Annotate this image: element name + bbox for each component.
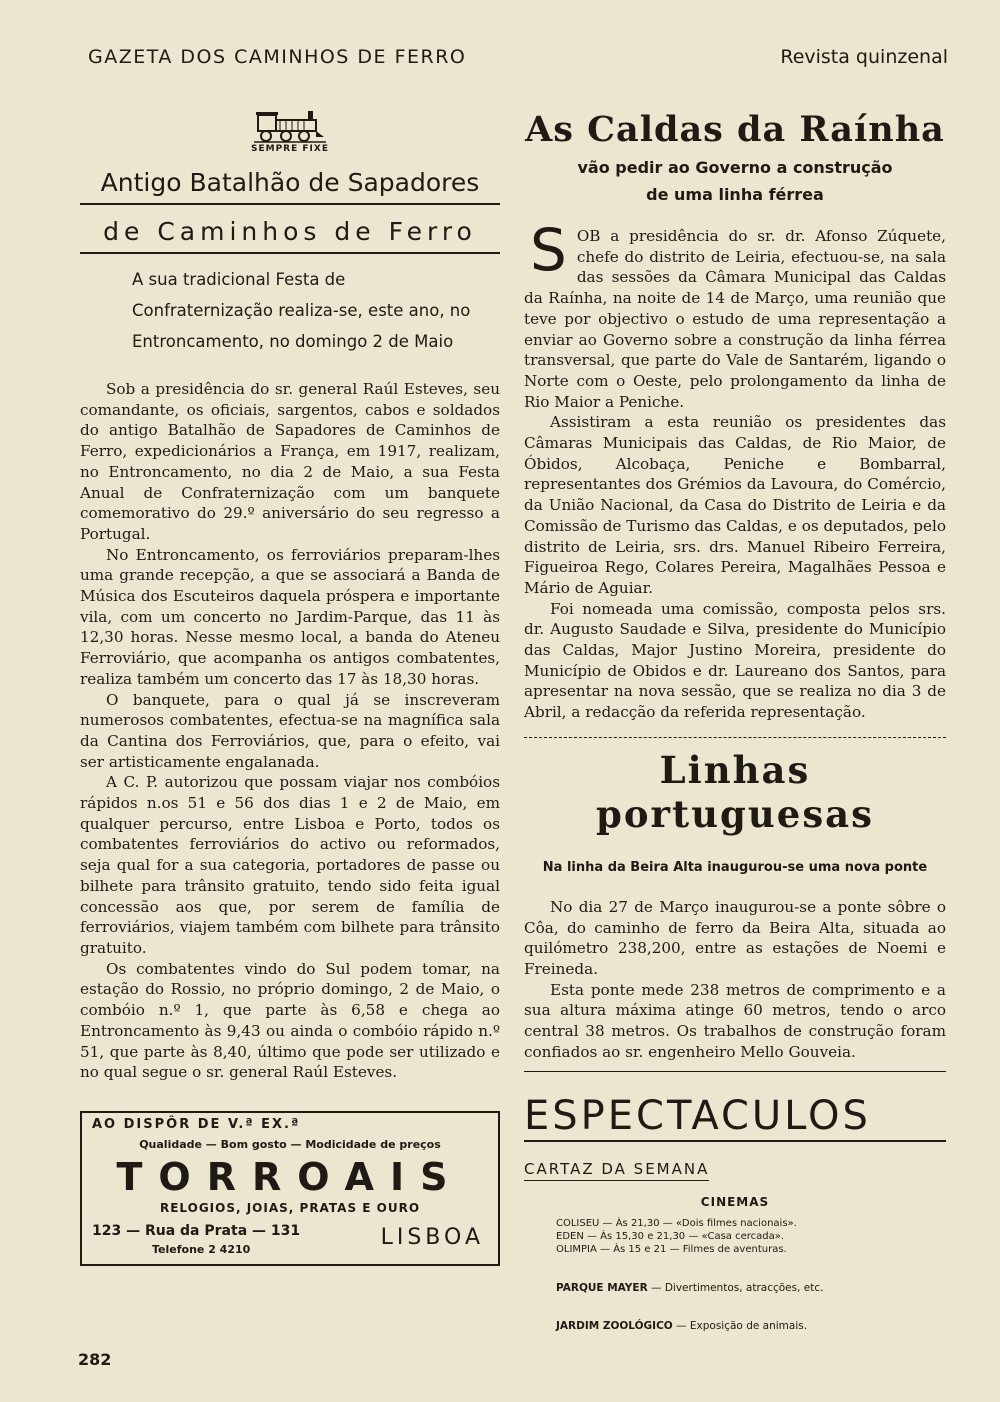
- caldas-subtitle-line2: de uma linha férrea: [646, 185, 824, 204]
- venue-desc: — Divertimentos, atracções, etc.: [647, 1281, 824, 1294]
- paragraph: A C. P. autorizou que possam viajar nos combóios rápidos n.os 51 e 56 dos dias 1 e 2 de Maio, em qualquer percurso, entre Lisboa e Porto, todos os combatentes ferroviários do activo ou reformados, seja qual for a sua categoria, portadores de passe ou bilhete para trânsito gratuito, tendo sido feita igual concessão aos que, por serem de família de ferroviários, viajem também com bilhete para trânsito gratuito.: [80, 773, 500, 957]
- article-title-line2: de Caminhos de Ferro: [103, 217, 477, 246]
- ad-phone: Telefone 2 4210: [152, 1242, 251, 1256]
- caldas-body: [524, 216, 946, 723]
- venue-name: PARQUE MAYER: [556, 1281, 648, 1294]
- logo-caption: SEMPRE FIXE: [251, 144, 329, 154]
- drop-cap: S: [530, 216, 567, 284]
- linhas-title: Linhas portuguesas: [596, 747, 874, 836]
- paragraph: Os combatentes vindo do Sul podem tomar, na estação do Rossio, no próprio domingo, 2 de Maio, o combóio n.º 1, que parte às 6,58 e chega ao Entroncamento às 9,43 ou ainda o combóio rápido n.º 51, que parte às 8,40, último que pode ser utilizado e no qual segue o sr. general Raúl Esteves.: [80, 959, 500, 1082]
- torroais-advertisement: [80, 1111, 500, 1266]
- parque-mayer-listing: [556, 1282, 946, 1294]
- paragraph: Esta ponte mede 238 metros de comprimento e a sua altura máxima atinge 60 metros, tendo o arco central 38 metros. Os trabalhos de construção foram confiados ao sr. engenheiro Mello Gouveia.: [524, 980, 946, 1061]
- paragraph: OB a presidência do sr. dr. Afonso Zúquete, chefe do distrito de Leiria, efectuou-se, na sala das sessões da Câmara Municipal das Caldas da Raínha, na noite de 14 de Março, uma reunião que teve por objectivo o estudo de uma representação a enviar ao Governo sobre a construção da linha férrea transversal, que parte do Vale de Santarém, ligando o Norte com o Oeste, pelo prolongamento da linha de Rio Maior a Peniche.: [524, 227, 946, 411]
- left-column: [80, 105, 500, 1266]
- list-item: EDEN — Às 15,30 e 21,30 — «Casa cercada».: [556, 1230, 785, 1242]
- paragraph: No Entroncamento, os ferroviários preparam-lhes uma grande recepção, a que se associará a Banda de Música dos Escuteiros daquela próspera e importante vila, com um concerto no Jardim-Parque, das 11 às 12,30 horas. Nesse mesmo local, a banda do Ateneu Ferroviário, que acompanha os antigos combatentes, realiza também um concerto das 17 às 18,30 horas.: [80, 545, 500, 688]
- paragraph: Assistiram a esta reunião os presidentes das Câmaras Municipais das Caldas, de Rio Maior, de Óbidos, Alcobaça, Peniche e Bombarral, representantes dos Grémios da Lavoura, do Comércio, da União Nacional, da Casa do Distrito de Leiria e da Comissão de Turismo das Caldas, e os deputados, pelo distrito de Leiria, srs. drs. Manuel Ribeiro Ferreira, Figueiroa Rego, Colares Pereira, Magalhães Pessoa e Mário de Aguiar.: [524, 413, 946, 597]
- paragraph: No dia 27 de Março inaugurou-se a ponte sôbre o Côa, do caminho de ferro da Beira Alta, situada ao quilómetro 238,200, entre as estações de Noemi e Freineda.: [524, 897, 946, 978]
- ad-top-line: AO DISPÔR DE V.ª EX.ª: [92, 1116, 301, 1132]
- ad-city: LISBOA: [380, 1224, 484, 1250]
- paragraph: Sob a presidência do sr. general Raúl Esteves, seu comandante, os oficiais, sargentos, cabos e soldados do antigo Batalhão de Sapadores de Caminhos de Ferro, expedicionários a França, em 1917, realizam, no Entroncamento, no dia 2 de Maio, a sua Festa Anual de Confraternização com um banquete comemorativo do 29.º aniversário do seu regresso a Portugal.: [80, 380, 500, 543]
- page-number: 282: [78, 1350, 112, 1369]
- cinema-list: [556, 1217, 946, 1256]
- paragraph: Foi nomeada uma comissão, composta pelos srs. dr. Augusto Saudade e Silva, presidente do Município das Caldas, Major Justino Moreira, presidente do Município de Obidos e dr. Laureano dos Santos, para apresentar na nova sessão, que se realiza no dia 3 de Abril, a redacção da referida representação.: [524, 599, 946, 722]
- caldas-subtitle-line1: vão pedir ao Governo a construção: [577, 158, 893, 177]
- article-body: [80, 379, 500, 1083]
- list-item: COLISEU — Às 21,30 — «Dois filmes nacionais».: [556, 1217, 797, 1229]
- cinemas-heading: CINEMAS: [700, 1194, 770, 1209]
- paragraph: O banquete, para o qual já se inscreveram numerosos combatentes, efectua-se na magnífica sala da Cantina dos Ferroviários, que, para o efeito, vai ser artisticamente engalanada.: [80, 690, 500, 771]
- title-rule: [80, 203, 500, 205]
- linhas-subtitle: Na linha da Beira Alta inaugurou-se uma nova ponte: [542, 859, 928, 875]
- sempre-fixe-logo: [80, 109, 500, 154]
- title-rule-bottom: [80, 252, 500, 254]
- venue-desc: — Exposição de animais.: [672, 1319, 808, 1332]
- caldas-subtitle: [524, 154, 946, 208]
- ad-address: 123 — Rua da Prata — 131: [92, 1222, 301, 1239]
- espectaculos-rule: [524, 1140, 946, 1142]
- section-divider-2: [524, 1071, 946, 1072]
- espectaculos-title: ESPECTACULOS: [524, 1092, 871, 1139]
- right-column: [524, 105, 946, 1332]
- linhas-body: [524, 897, 946, 1063]
- caldas-title: As Caldas da Raínha: [525, 109, 945, 150]
- ad-products: RELOGIOS, JOIAS, PRATAS E OURO: [159, 1200, 421, 1215]
- publication-frequency: Revista quinzenal: [780, 46, 948, 68]
- cartaz-heading: CARTAZ DA SEMANA: [524, 1160, 709, 1181]
- ad-tagline: Qualidade — Bom gosto — Modicidade de preços: [139, 1137, 441, 1151]
- section-divider: [524, 737, 946, 738]
- article-title-line1: Antigo Batalhão de Sapadores: [100, 168, 480, 197]
- locomotive-icon: [252, 109, 328, 143]
- article-subhead: A sua tradicional Festa de Confraternização realiza-se, este ano, no Entroncamento, no domingo 2 de Maio: [132, 270, 471, 351]
- jardim-zoologico-listing: [556, 1320, 946, 1332]
- ad-brand: TORROAIS: [116, 1154, 464, 1199]
- list-item: OLIMPIA — Às 15 e 21 — Filmes de aventuras.: [556, 1243, 787, 1255]
- venue-name: JARDIM ZOOLÓGICO: [556, 1319, 673, 1332]
- publication-name: GAZETA DOS CAMINHOS DE FERRO: [88, 46, 467, 68]
